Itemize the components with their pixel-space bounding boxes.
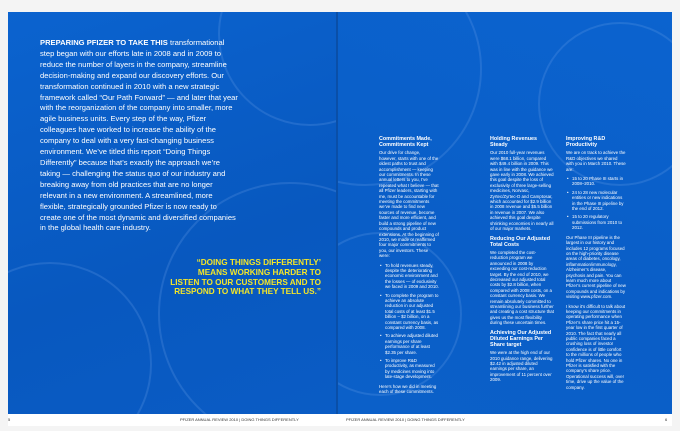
intro-body: transformational step began with our efforts late in 2008 and in 2009 to reduce the number of layers in the company, streamline decision-making and expand our discovery efforts. Our transformation continued in 2010 with a new strategic framework called “Our Path Forward” — and later that year with the reorganization of the company into smaller, more agile business units. Every step of the way, Pfizer colleagues have worked to increase the ability of the company to deal with a very fast-changing business environment. We’ve titled this report “Doing Things Differently” because that’s exactly the approach we’re taking — challenging the status quo of our industry and breaking away from old practices that are no longer relevant in a new environment. A streamlined, more flexible, strategically grounded Pfizer is now ready to create one of the most dynamic and diversified companies in the global health care industry. [40,38,238,233]
body-paragraph: We were at the high end of our 2010 guidance range, delivering $2.42 in adjusted diluted earnings per share, an improvement of 11 percent over 2009. [490,350,553,383]
footer-strip [8,414,672,426]
left-page-number: 5 [8,417,11,422]
body-paragraph: We are on track to achieve the R&D objectives we shared with you in March 2010. These are: [566,150,626,172]
body-paragraph: We completed the cost-reduction program we announced in 2008 by exceeding our cost-reduction target. By the end of 2010, we decreased our adjusted total costs by $2.8 billion, when compared with 2008 costs, on a constant currency basis. We remain absolutely committed to streamlining our business further and creating a cost structure that gives us the most flexibility during these uncertain times. [490,249,554,326]
list-item: • 24 to 28 new molecular entities or new indications in the Phase III pipeline by the end of 2012. [566,190,626,212]
section-heading: Holding Revenues Steady [490,136,538,149]
list-item: • To improve R&D productivity, as measured by medicines moving into late-stage development. [379,358,439,380]
list-item: • To hold revenues steady, despite the deteriorating economic environment and the losses — of exclusivity we faced in 2009 and 2010. [379,263,439,290]
list-item: • To achieve adjusted diluted earnings per share performance of at least $2.35 per share. [379,333,439,355]
body-paragraph: I know it’s difficult to talk about keeping our commitments in operating performance when Pfizer’s share price hit a 15-year low in the first quarter of 2010. The fact that nearly all public companies faced a crushing loss of investor confidence is of little comfort to the millions of people who hold Pfizer shares. No one in Pfizer is satisfied with the company’s share price. Operational success will, over time, drive up the value of the company. [566,303,626,390]
section-heading: Improving R&D Productivity [566,136,606,149]
bullet-list [379,263,439,380]
list-item: • 15 to 20 regulatory submissions from 2010 to 2012. [566,214,626,230]
body-paragraph: Our Phase III pipeline is the largest in our history and includes 12 programs focused on the high-priority disease areas of diabetes, oncology, inflammation/immunology, Alzheimer’s disease, psychosis and pain. You can learn much more about Pfizer’s current pipeline of new compounds and indications by visiting www.pfizer.com. [566,234,626,300]
column-revenues [490,136,554,387]
pull-quote: “DOING THINGS DIFFERENTLY’ MEANS WORKING HARDER TO LISTEN TO OUR CUSTOMERS AND TO RESPOND TO WHAT THEY TELL US.” [170,258,321,297]
body-paragraph: Our 2010 full-year revenues were $68.1 billion, compared with $49.4 billion in 2009. This was in line with the guidance we gave early in 2008. We achieved this goal despite the loss of exclusivity of three large-selling medicines, Norvasc, Zyrtec/Zyrtec-D and Camptosar, which accounted for $2.9 billion in 2008 revenue and $5.5 billion in revenue in 2007. We also achieved this goal despite shrinking economies in nearly all of our major markets. [490,150,554,232]
bullet-list [566,176,626,231]
decorative-swirl [8,262,152,414]
column-commitments [379,136,439,398]
left-running-footer: PFIZER ANNUAL REVIEW 2010 | DOING THINGS DIFFERENTLY [180,417,299,422]
body-paragraph: Here’s how we did in meeting each of these commitments. [379,383,437,395]
list-item: • To complete the program to achieve an absolute reduction in our adjusted total costs of at least $1.5 billion – $2 billion, on a constant currency basis, as compared with 2008. [379,293,439,331]
section-heading: Reducing Our Adjusted Total Costs [490,235,550,248]
section-heading: Achieving Our Adjusted Diluted Earnings Per Share target [490,329,552,348]
column-rnd [566,136,626,394]
right-running-footer: PFIZER ANNUAL REVIEW 2010 | DOING THINGS DIFFERENTLY [346,417,465,422]
intro-lead: PREPARING PFIZER TO TAKE THIS [40,38,168,47]
right-page-number: 6 [665,417,668,422]
list-item: • 15 to 20 Phase III starts in 2008–2010. [566,176,626,187]
body-paragraph: Our drive for change, however, starts with one of the oldest paths to trust and accomplishment — keeping our commitments. In these annual letters to you, I’ve repeated what I believe — that all Pfizer leaders, starting with me, must be accountable for meeting the commitments we’ve made to find new sources of revenue, become faster and more efficient, and build a strong pipeline of new compounds and product extensions. At the beginning of 2010, we made or reaffirmed four major commitments to you, our investors. These were: [379,150,439,259]
section-heading: Commitments Made, Commitments Kept [379,136,432,149]
intro-paragraph [40,38,240,234]
